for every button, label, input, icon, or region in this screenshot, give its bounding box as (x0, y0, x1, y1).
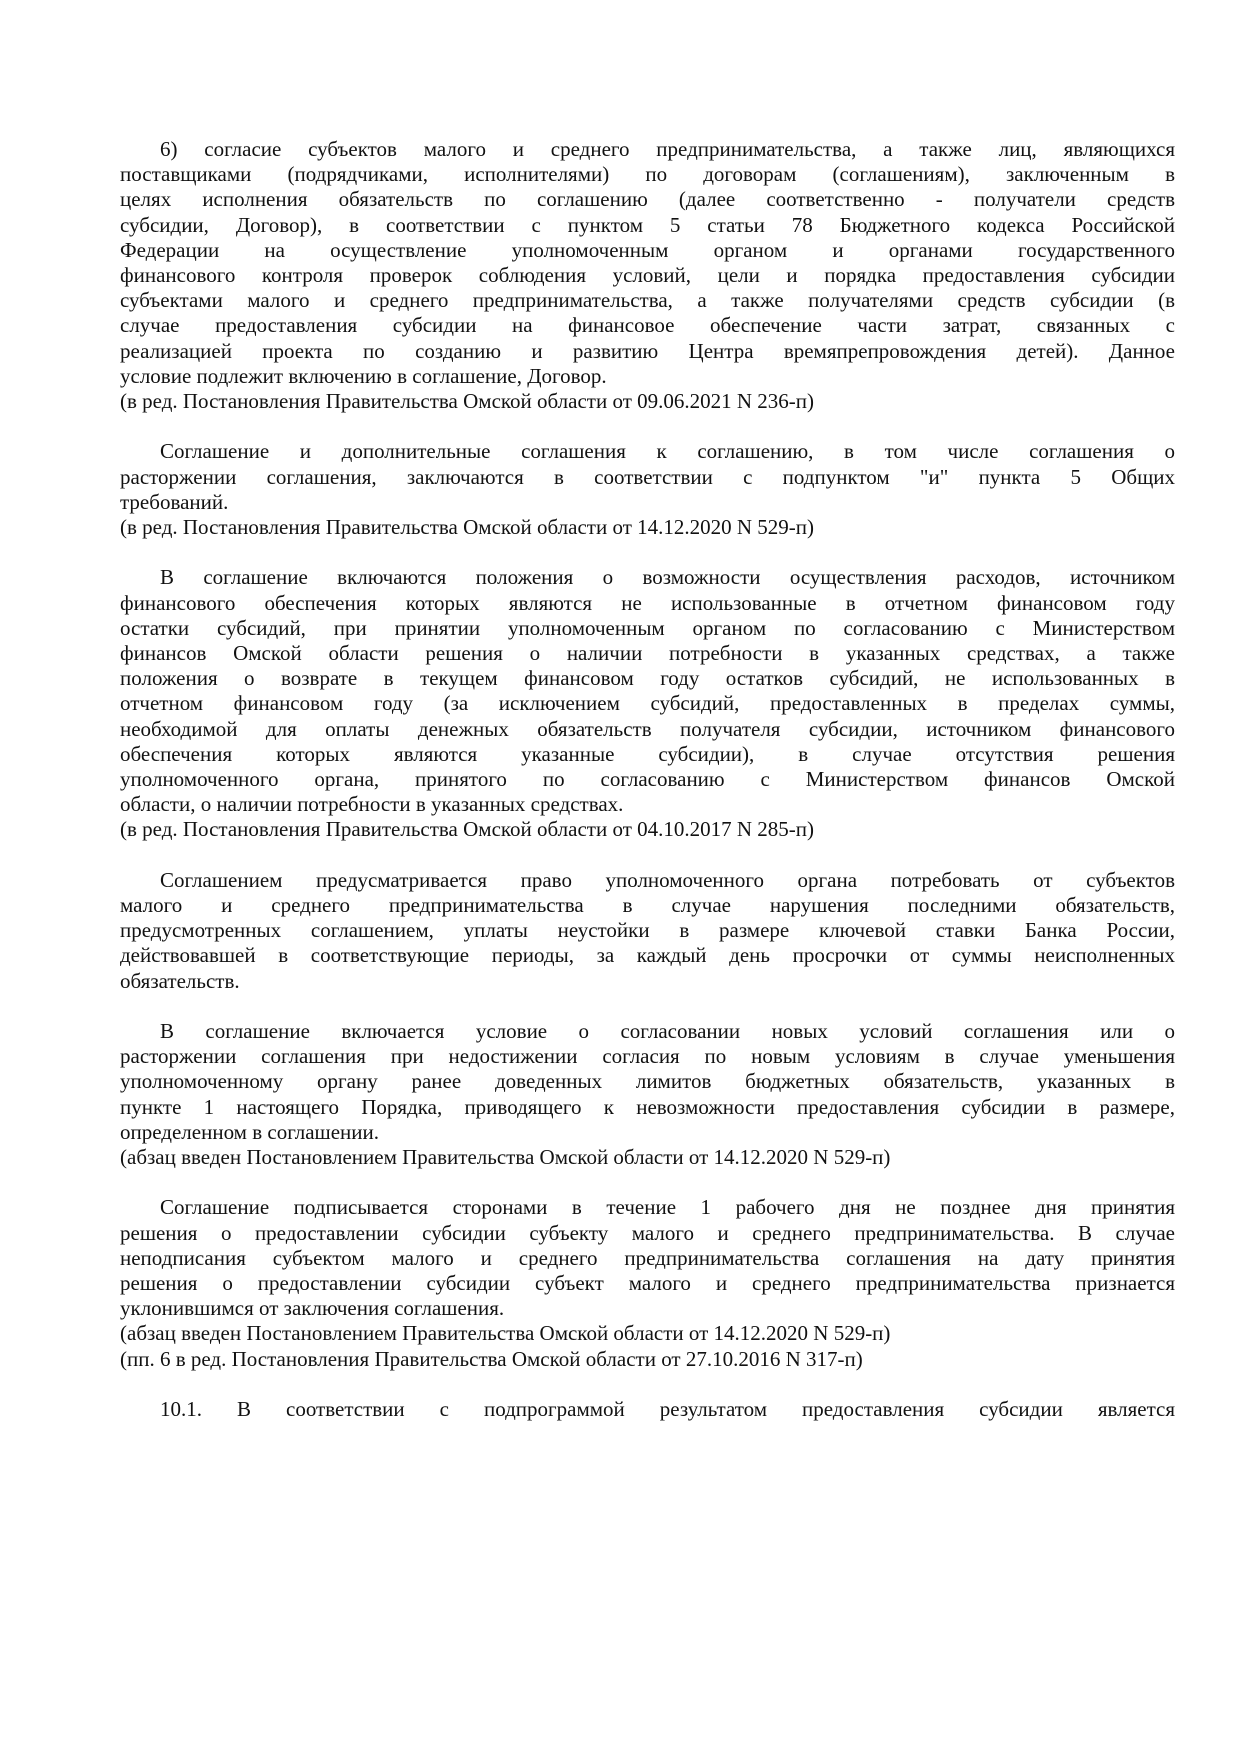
amendment-note: (абзац введен Постановлением Правительства Омской области от 14.12.2020 N 529-п) (120, 1145, 891, 1170)
paragraph-line: уполномоченного органа, принятого по согласованию с Министерством финансов Омской (120, 767, 1175, 792)
paragraph-line: субсидии, Договор), в соответствии с пунктом 5 статьи 78 Бюджетного кодекса Российской (120, 212, 1175, 237)
paragraph-line: Федерации на осуществление уполномоченным органом и органами государственного (120, 237, 1175, 262)
paragraph-line: остатки субсидий, при принятии уполномоченным органом по согласованию с Министерством (120, 615, 1175, 640)
paragraph-line: расторжении соглашения, заключаются в соответствии с подпунктом "и" пункта 5 Общих (120, 464, 1175, 489)
paragraph-line: Соглашение подписывается сторонами в течение 1 рабочего дня не позднее дня принятия (160, 1195, 1175, 1220)
paragraph-line: требований. (120, 489, 229, 514)
paragraph-line: пункте 1 настоящего Порядка, приводящего к невозможности предоставления субсидии в размере, (120, 1094, 1175, 1119)
paragraph-line: В соглашение включаются положения о возможности осуществления расходов, источником (160, 565, 1175, 590)
paragraph-line: решения о предоставлении субсидии субъекту малого и среднего предпринимательства. В случае (120, 1220, 1175, 1245)
paragraph-line: 10.1. В соответствии с подпрограммой результатом предоставления субсидии является (160, 1397, 1175, 1422)
paragraph (120, 1397, 1175, 1422)
amendment-note: (пп. 6 в ред. Постановления Правительства Омской области от 27.10.2016 N 317-п) (120, 1346, 863, 1371)
paragraph-line: субъектами малого и среднего предпринимательства, а также получателями средств субсидии (в (120, 288, 1175, 313)
paragraph-line: отчетном финансовом году (за исключением субсидий, предоставленных в пределах суммы, (120, 691, 1175, 716)
paragraph-line: необходимой для оплаты денежных обязательств получателя субсидии, источником финансового (120, 716, 1175, 741)
paragraph (120, 1019, 1175, 1170)
paragraph-line: обеспечения которых являются указанные субсидии), в случае отсутствия решения (120, 741, 1175, 766)
paragraph-line: финансового контроля проверок соблюдения условий, цели и порядка предоставления субсидии (120, 263, 1175, 288)
paragraph (120, 868, 1175, 994)
paragraph-line: уклонившимся от заключения соглашения. (120, 1296, 505, 1321)
paragraph-line: обязательств. (120, 968, 240, 993)
paragraph-line: Соглашением предусматривается право уполномоченного органа потребовать от субъектов (160, 867, 1175, 892)
paragraph-line: области, о наличии потребности в указанных средствах. (120, 792, 624, 817)
paragraph-line: расторжении соглашения при недостижении согласия по новым условиям в случае уменьшения (120, 1044, 1175, 1069)
paragraph-line: действовавшей в соответствующие периоды, за каждый день просрочки от суммы неисполненных (120, 943, 1175, 968)
paragraph (120, 439, 1175, 540)
amendment-note: (в ред. Постановления Правительства Омской области от 14.12.2020 N 529-п) (120, 515, 815, 540)
paragraph-line: уполномоченному органу ранее доведенных лимитов бюджетных обязательств, указанных в (120, 1069, 1175, 1094)
amendment-note: (в ред. Постановления Правительства Омской области от 04.10.2017 N 285-п) (120, 817, 815, 842)
paragraph-line: случае предоставления субсидии на финансовое обеспечение части затрат, связанных с (120, 313, 1175, 338)
amendment-note: (абзац введен Постановлением Правительства Омской области от 14.12.2020 N 529-п) (120, 1321, 891, 1346)
paragraph (120, 1195, 1175, 1371)
paragraph-line: предусмотренных соглашением, уплаты неустойки в размере ключевой ставки Банка России, (120, 918, 1175, 943)
paragraph-line: финансов Омской области решения о наличии потребности в указанных средствах, а также (120, 641, 1175, 666)
paragraph-line: решения о предоставлении субсидии субъект малого и среднего предпринимательства признается (120, 1271, 1175, 1296)
amendment-note: (в ред. Постановления Правительства Омской области от 09.06.2021 N 236-п) (120, 389, 815, 414)
paragraph-line: целях исполнения обязательств по соглашению (далее соответственно - получатели средств (120, 187, 1175, 212)
paragraph-line: положения о возврате в текущем финансовом году остатков субсидий, не использованных в (120, 666, 1175, 691)
paragraph (120, 137, 1175, 414)
paragraph-line: поставщиками (подрядчиками, исполнителями) по договорам (соглашениям), заключенным в (120, 162, 1175, 187)
paragraph (120, 565, 1175, 842)
paragraph-line: условие подлежит включению в соглашение, Договор. (120, 363, 607, 388)
document-page (120, 137, 1175, 1447)
paragraph-line: В соглашение включается условие о согласовании новых условий соглашения или о (160, 1019, 1175, 1044)
paragraph-line: неподписания субъектом малого и среднего предпринимательства соглашения на дату принятия (120, 1245, 1175, 1270)
paragraph-line: реализацией проекта по созданию и развитию Центра времяпрепровождения детей). Данное (120, 338, 1175, 363)
paragraph-line: финансового обеспечения которых являются не использованные в отчетном финансовом году (120, 590, 1175, 615)
paragraph-line: 6) согласие субъектов малого и среднего предпринимательства, а также лиц, являющихся (160, 137, 1175, 161)
paragraph-line: Соглашение и дополнительные соглашения к соглашению, в том числе соглашения о (160, 439, 1175, 464)
paragraph-line: малого и среднего предпринимательства в случае нарушения последними обязательств, (120, 893, 1175, 918)
paragraph-line: определенном в соглашении. (120, 1119, 379, 1144)
